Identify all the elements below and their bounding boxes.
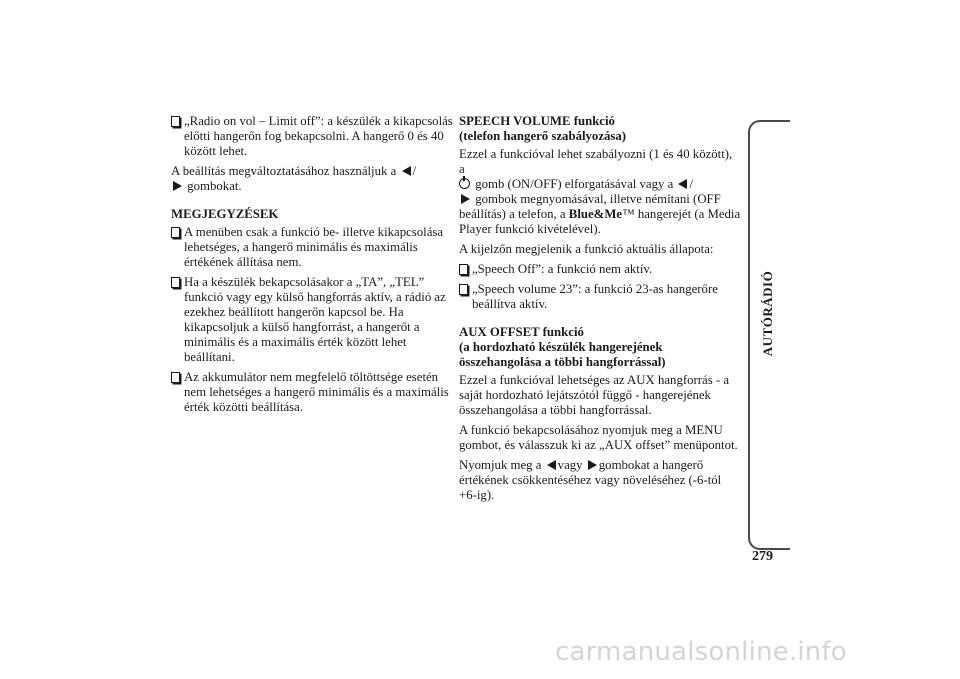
speech-volume-paragraph: Ezzel a funkcióval lehet szabályozni (1 és 40 között), a gomb (ON/OFF) elforgatásával vagy a / gombok megnyomásával, illetve némítani (OFF beállítás) a telefon, a Blue&Me™ hangerejét (a Media Player funkció kivételével). (459, 147, 741, 236)
left-arrow-icon (402, 166, 411, 176)
power-knob-icon (459, 178, 470, 189)
change-setting-paragraph: A beállítás megváltoztatásához használjuk a / gombokat. (171, 164, 417, 193)
left-column (171, 114, 453, 420)
list-item: „Radio on vol – Limit off”: a készülék a kikapcsolás előtti hangerőn fog bekapcsolni. A hangerő 0 és 40 között lehet. (171, 114, 453, 159)
left-arrow-icon (678, 179, 687, 189)
notes-heading: MEGJEGYZÉSEK (171, 207, 279, 221)
checkbox-bullet-icon (459, 284, 468, 295)
right-arrow-icon (173, 181, 182, 191)
left-arrow-icon (547, 460, 556, 470)
right-arrow-icon (461, 194, 470, 204)
checkbox-bullet-icon (171, 372, 180, 383)
list-item: „Speech volume 23”: a funkció 23-as hangerőre beállítva aktív. (459, 282, 741, 312)
section-label: AUTÓRÁDIÓ (760, 270, 776, 356)
aux-paragraph-3: Nyomjuk meg a vagy gombokat a hangerő értékének csökkentéséhez vagy növeléséhez (-6-tól +6-ig). (459, 458, 722, 502)
brand-name: Blue&Me (568, 207, 623, 221)
aux-offset-heading: AUX OFFSET funkció (a hordozható készülék hangerejének összehangolása a többi hangforrással) (459, 325, 666, 369)
checkbox-bullet-icon (171, 277, 180, 288)
aux-paragraph-1: Ezzel a funkcióval lehetséges az AUX hangforrás - a saját hordozható lejátszótól függő - hangerejének összehangolása a többi hangforrással. (459, 373, 730, 417)
list-item: Az akkumulátor nem megfelelő töltöttsége esetén nem lehetséges a hangerő minimális és a maximális érték közötti beállítása. (171, 370, 453, 415)
list-item: A menüben csak a funkció be- illetve kikapcsolása lehetséges, a hangerő minimális és maximális értékének állítása nem. (171, 225, 453, 270)
aux-paragraph-2: A funkció bekapcsolásához nyomjuk meg a MENU gombot, és válasszuk ki az „AUX offset” menüpontot. (459, 423, 738, 452)
watermark: carmanualsonline.info (555, 637, 847, 667)
right-column (459, 114, 741, 508)
checkbox-bullet-icon (459, 264, 468, 275)
speech-volume-heading: SPEECH VOLUME funkció (telefon hangerő szabályozása) (459, 114, 627, 143)
checkbox-bullet-icon (171, 116, 180, 127)
display-status-paragraph: A kijelzőn megjelenik a funkció aktuális állapota: (459, 242, 714, 256)
right-arrow-icon (588, 460, 597, 470)
page-number: 279 (752, 549, 773, 564)
list-item: „Speech Off”: a funkció nem aktív. (459, 262, 741, 277)
checkbox-bullet-icon (171, 227, 180, 238)
list-item: Ha a készülék bekapcsolásakor a „TA”, „TEL” funkció vagy egy külső hangforrás aktív, a rádió az ezekhez beállított hangerőn kapcsol be. Ha kikapcsoljuk a külső hangforrást, a hangerőt a minimális és a maximális érték között lehet beállítani. (171, 275, 453, 365)
